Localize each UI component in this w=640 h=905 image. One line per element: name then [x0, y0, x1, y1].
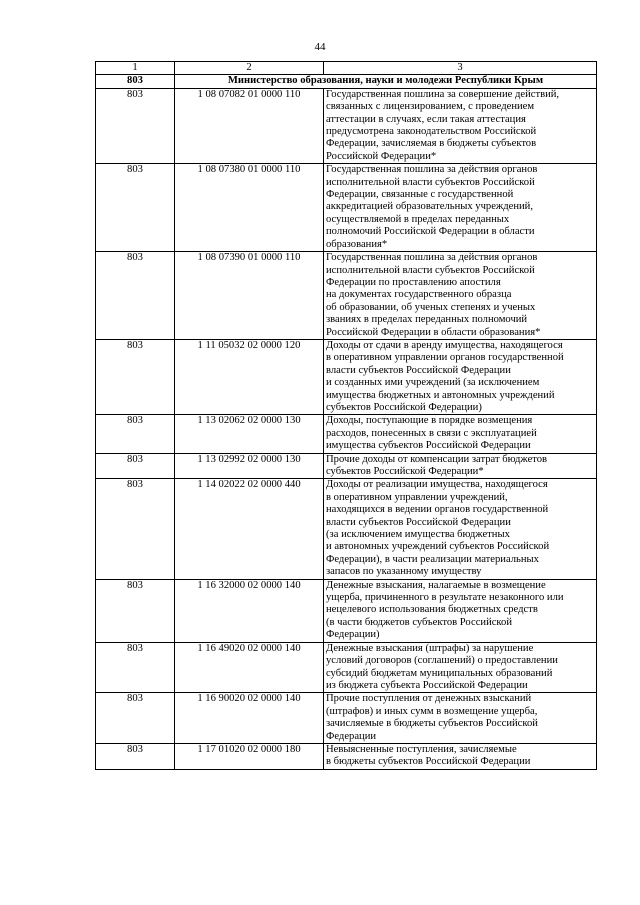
ministry-name: Министерство образования, науки и молодежи Республики Крым [175, 75, 597, 88]
admin-code-cell: 803 [96, 252, 175, 340]
column-number-1: 1 [96, 62, 175, 75]
revenue-code-cell: 1 08 07082 01 0000 110 [175, 88, 324, 163]
revenue-description-cell: Государственная пошлина за действия органов исполнительной власти субъектов Российской Федерации, связанные с государственной аккредитацией образовательных учреждений, осуществляемой в пределах переданных полномочий Российской Федерации в области образования* [324, 164, 597, 252]
admin-code-cell: 803 [96, 415, 175, 453]
revenue-code-cell: 1 08 07390 01 0000 110 [175, 252, 324, 340]
revenue-classification-table [95, 61, 597, 770]
revenue-description-cell: Государственная пошлина за совершение действий, связанных с лицензированием, с проведением аттестации в случаях, если такая аттестация предусмотрена законодательством Российской Федерации, зачисляемая в бюджеты субъектов Российской Федерации* [324, 88, 597, 163]
admin-code-cell: 803 [96, 339, 175, 414]
admin-code-cell: 803 [96, 164, 175, 252]
column-number-2: 2 [175, 62, 324, 75]
table-row [96, 339, 597, 414]
revenue-code-cell: 1 13 02062 02 0000 130 [175, 415, 324, 453]
admin-code-cell: 803 [96, 693, 175, 744]
page-number: 44 [314, 41, 326, 53]
revenue-code-cell: 1 16 32000 02 0000 140 [175, 579, 324, 642]
table-row [96, 252, 597, 340]
table-row [96, 743, 597, 769]
revenue-description-cell: Невыясненные поступления, зачисляемые в бюджеты субъектов Российской Федерации [324, 743, 597, 769]
revenue-description-cell: Доходы, поступающие в порядке возмещения расходов, понесенных в связи с эксплуатацией имущества субъектов Российской Федерации [324, 415, 597, 453]
admin-code-cell: 803 [96, 88, 175, 163]
revenue-code-cell: 1 17 01020 02 0000 180 [175, 743, 324, 769]
table-row [96, 453, 597, 479]
revenue-description-cell: Доходы от сдачи в аренду имущества, находящегося в оперативном управлении органов государственной власти субъектов Российской Федерации и созданных ими учреждений (за исключением имущества бюджетных и автономных учреждений субъектов Российской Федерации) [324, 339, 597, 414]
admin-code-cell: 803 [96, 453, 175, 479]
admin-code-cell: 803 [96, 479, 175, 579]
admin-code-cell: 803 [96, 642, 175, 693]
ministry-row [96, 75, 597, 88]
revenue-description-cell: Денежные взыскания (штрафы) за нарушение условий договоров (соглашений) о предоставлении субсидий бюджетам муниципальных образований из бюджета субъекта Российской Федерации [324, 642, 597, 693]
revenue-code-cell: 1 16 49020 02 0000 140 [175, 642, 324, 693]
ministry-code: 803 [96, 75, 175, 88]
revenue-code-cell: 1 11 05032 02 0000 120 [175, 339, 324, 414]
revenue-description-cell: Денежные взыскания, налагаемые в возмещение ущерба, причиненного в результате незаконного или нецелевого использования бюджетных средств (в части бюджетов субъектов Российской Федерации) [324, 579, 597, 642]
table-row [96, 693, 597, 744]
table-row [96, 579, 597, 642]
revenue-description-cell: Доходы от реализации имущества, находящегося в оперативном управлении учреждений, находящихся в ведении органов государственной власти субъектов Российской Федерации (за исключением имущества бюджетных и автономных учреждений субъектов Российской Федерации), в части реализации материальных запасов по указанному имуществу [324, 479, 597, 579]
admin-code-cell: 803 [96, 579, 175, 642]
revenue-code-cell: 1 14 02022 02 0000 440 [175, 479, 324, 579]
admin-code-cell: 803 [96, 743, 175, 769]
revenue-description-cell: Прочие доходы от компенсации затрат бюджетов субъектов Российской Федерации* [324, 453, 597, 479]
table-row [96, 415, 597, 453]
table-row [96, 164, 597, 252]
revenue-code-cell: 1 08 07380 01 0000 110 [175, 164, 324, 252]
revenue-description-cell: Государственная пошлина за действия органов исполнительной власти субъектов Российской Федерации по проставлению апостиля на документах государственного образца об образовании, об ученых степенях и ученых званиях в пределах переданных полномочий Российской Федерации в области образования* [324, 252, 597, 340]
column-number-row [96, 62, 597, 75]
table-row [96, 479, 597, 579]
table-row [96, 88, 597, 163]
table-row [96, 642, 597, 693]
revenue-code-cell: 1 13 02992 02 0000 130 [175, 453, 324, 479]
revenue-code-cell: 1 16 90020 02 0000 140 [175, 693, 324, 744]
column-number-3: 3 [324, 62, 597, 75]
revenue-description-cell: Прочие поступления от денежных взысканий (штрафов) и иных сумм в возмещение ущерба, зачисляемые в бюджеты субъектов Российской Федерации [324, 693, 597, 744]
